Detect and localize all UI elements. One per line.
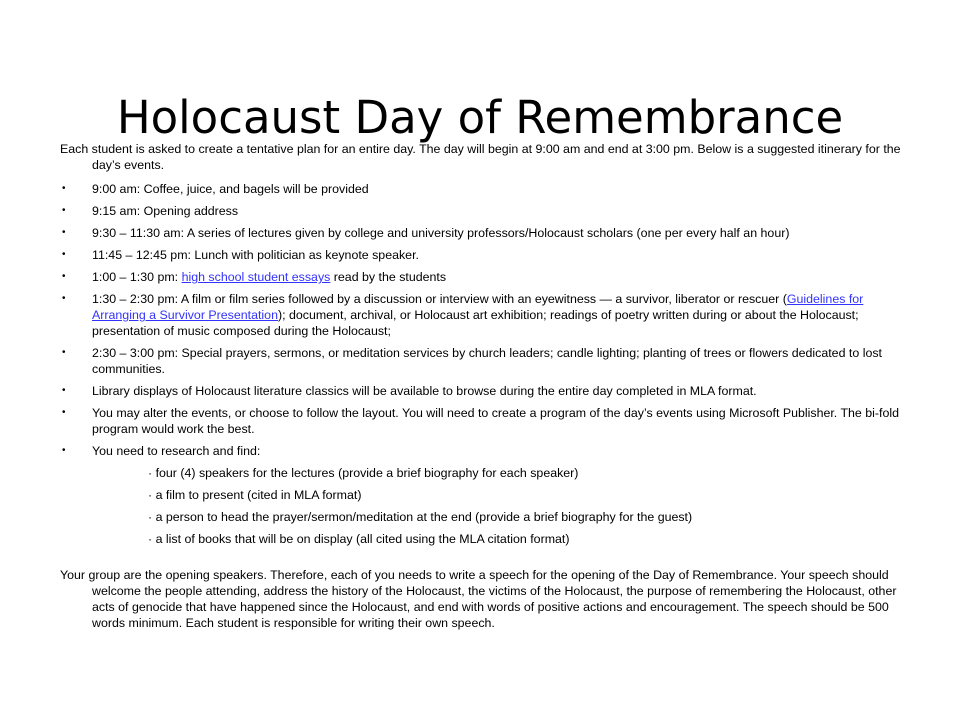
list-item-text: 1:00 – 1:30 pm:: [92, 270, 182, 284]
bullet-icon: •: [62, 347, 66, 358]
list-item-text: Library displays of Holocaust literature classics will be available to browse during the entire day completed in MLA format.: [92, 384, 757, 398]
closing-paragraph: Your group are the opening speakers. Therefore, each of you needs to write a speech for the opening of the Day of Remembrance. Your speech should welcome the people attending, address the history of the Holocaust, the victims of the Holocaust, the purpose of remembering the Holocaust, other acts of genocide that have happened since the Holocaust, and end with words of positive actions and encouragement. The speech should be 500 words minimum. Each student is responsible for writing their own speech.: [60, 568, 897, 630]
list-item: [60, 247, 906, 263]
sub-list-item: · a film to present (cited in MLA format): [148, 488, 362, 502]
list-item-text: 11:45 – 12:45 pm: Lunch with politician as keynote speaker.: [92, 248, 419, 262]
bullet-icon: •: [62, 407, 66, 418]
slide-title: Holocaust Day of Remembrance: [116, 91, 844, 145]
list-item-text: 1:30 – 2:30 pm: A film or film series followed by a discussion or interview with an eyewitness — a survivor, liberator or rescuer (: [92, 292, 787, 306]
bullet-icon: •: [62, 227, 66, 238]
student-essays-link[interactable]: high school student essays: [181, 270, 331, 284]
list-item-text: ); document, archival, or Holocaust art exhibition; readings of poetry written during or about the Holocaust; presentation of music composed during the Holocaust;: [92, 308, 859, 338]
bullet-icon: •: [62, 385, 66, 396]
sub-list-item: · a list of books that will be on display (all cited using the MLA citation format): [148, 532, 570, 546]
list-item-text: You need to research and find:: [92, 444, 261, 458]
bullet-icon: •: [62, 293, 66, 304]
list-item: [60, 291, 906, 339]
list-item: [60, 345, 906, 377]
intro-paragraph: Each student is asked to create a tentative plan for an entire day. The day will begin at 9:00 am and end at 3:00 pm. Below is a suggested itinerary for the day’s events.: [60, 142, 901, 172]
bullet-icon: •: [62, 249, 66, 260]
research-sublist: [60, 465, 906, 547]
list-item-text: 9:15 am: Opening address: [92, 204, 239, 218]
list-item-text: 2:30 – 3:00 pm: Special prayers, sermons, or meditation services by church leaders; candle lighting; planting of trees or flowers dedicated to lost communities.: [92, 346, 882, 376]
itinerary-list: [60, 181, 906, 459]
bullet-icon: •: [62, 271, 66, 282]
sub-list-item: · a person to head the prayer/sermon/meditation at the end (provide a brief biography for the guest): [148, 510, 693, 524]
list-item-text: 9:30 – 11:30 am: A series of lectures given by college and university professors/Holocaust scholars (one per every half an hour): [92, 226, 790, 240]
slide-body: [60, 141, 906, 631]
list-item: [60, 269, 906, 285]
list-item-text: 9:00 am: Coffee, juice, and bagels will be provided: [92, 182, 369, 196]
list-item-text: read by the students: [330, 270, 447, 284]
list-item: [60, 203, 906, 219]
list-item: [60, 383, 906, 399]
list-item: [60, 181, 906, 197]
survivor-guidelines-link[interactable]: Guidelines for Arranging a Survivor Presentation: [92, 292, 864, 322]
sub-list-item: · four (4) speakers for the lectures (provide a brief biography for each speaker): [148, 466, 579, 480]
list-item: [60, 405, 906, 437]
list-item-text: You may alter the events, or choose to follow the layout. You will need to create a program of the day’s events using Microsoft Publisher. The bi-fold program would work the best.: [92, 406, 900, 436]
bullet-icon: •: [62, 205, 66, 216]
bullet-icon: •: [62, 445, 66, 456]
bullet-icon: •: [62, 183, 66, 194]
list-item: [60, 443, 906, 459]
list-item: [60, 225, 906, 241]
